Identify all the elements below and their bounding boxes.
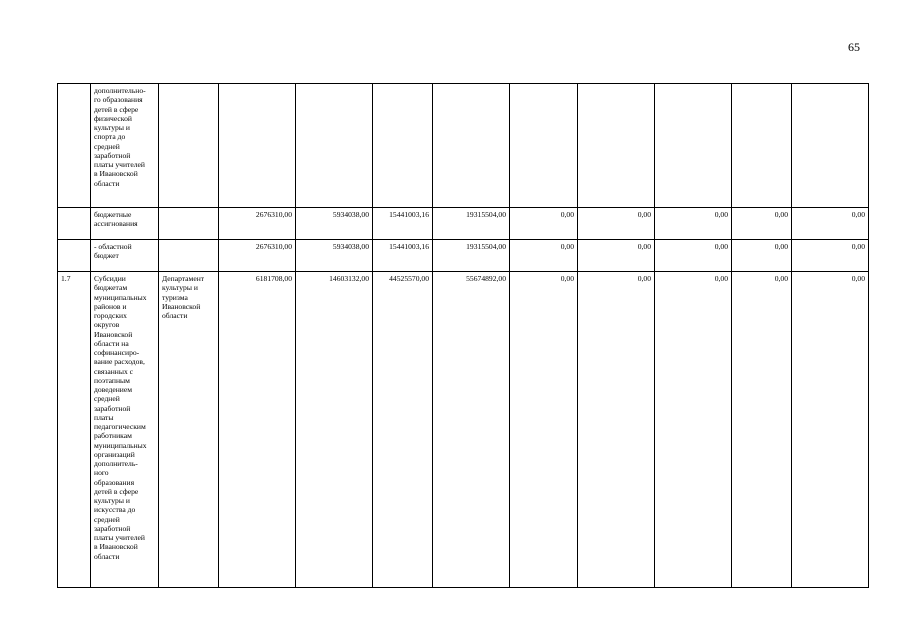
row-index-cell: 1.7 <box>58 272 91 588</box>
row-name-line: дополнитель- <box>94 459 138 468</box>
row-value-cell <box>219 84 296 208</box>
row-value-cell: 44525570,00 <box>373 272 433 588</box>
row-value-cell: 0,00 <box>510 272 578 588</box>
row-value-cell: 0,00 <box>655 272 732 588</box>
row-value-cell: 0,00 <box>655 240 732 272</box>
row-name-line: бюджетам <box>94 283 128 293</box>
budget-table <box>57 83 869 588</box>
row-name-line: городских <box>94 311 127 320</box>
row-name-line: области <box>94 551 120 561</box>
row-index-cell <box>58 208 91 240</box>
row-name-line: ного <box>94 468 109 478</box>
row-value-cell: 0,00 <box>510 208 578 240</box>
row-name-line: платы <box>94 412 114 422</box>
row-name-line: детей в сфере <box>94 104 139 114</box>
row-name-line: го образования <box>94 95 143 105</box>
row-value-cell <box>373 84 433 208</box>
row-value-cell: 15441003,16 <box>373 240 433 272</box>
table-row <box>58 272 869 588</box>
row-name-line: образования <box>94 477 135 487</box>
row-value-cell: 2676310,00 <box>219 240 296 272</box>
row-executor-line: Ивановской <box>162 301 201 311</box>
row-value-cell: 5934038,00 <box>296 240 373 272</box>
row-value-cell: 0,00 <box>792 240 869 272</box>
row-executor-line: Департамент <box>162 274 205 283</box>
row-value-cell: 0,00 <box>578 208 655 240</box>
row-name-line: организаций <box>94 449 135 459</box>
row-executor-cell <box>159 208 219 240</box>
row-value-cell: 0,00 <box>792 208 869 240</box>
row-name-line: детей в сфере <box>94 486 139 496</box>
row-name-line: заработной <box>94 523 131 533</box>
row-executor-line: туризма <box>162 292 188 302</box>
row-name-line: ассигнования <box>94 219 138 229</box>
row-name-line: бюджетные <box>94 210 132 219</box>
row-name-line: заработной <box>94 150 131 160</box>
row-name-line: вание расходов, <box>94 357 145 367</box>
row-name-line: муниципальных <box>94 292 147 302</box>
row-value-cell: 0,00 <box>732 240 792 272</box>
row-name-line: доведением <box>94 385 133 394</box>
row-value-cell: 0,00 <box>510 240 578 272</box>
row-value-cell: 5934038,00 <box>296 208 373 240</box>
row-name-line: педагогическим <box>94 422 146 431</box>
page-number: 65 <box>848 40 860 54</box>
row-value-cell: 0,00 <box>578 240 655 272</box>
row-name-line: дополнительно- <box>94 86 146 95</box>
row-name-line: районов и <box>94 301 127 311</box>
row-value-cell: 6181708,00 <box>219 272 296 588</box>
row-name-line: - областной <box>94 242 132 251</box>
row-executor-line: области <box>162 311 188 320</box>
row-value-cell: 0,00 <box>792 272 869 588</box>
table-row <box>58 208 869 240</box>
row-name-line: области на <box>94 338 129 348</box>
row-value-cell <box>792 84 869 208</box>
row-value-cell <box>655 84 732 208</box>
row-name-line: работникам <box>94 431 132 441</box>
row-value-cell: 55674892,00 <box>433 272 510 588</box>
row-value-cell <box>578 84 655 208</box>
row-index-cell <box>58 84 91 208</box>
row-name-cell <box>91 240 159 272</box>
row-name-line: поэтапным <box>94 375 130 385</box>
row-value-cell: 14603132,00 <box>296 272 373 588</box>
row-value-cell: 0,00 <box>732 208 792 240</box>
row-executor-cell <box>159 84 219 208</box>
row-value-cell: 19315504,00 <box>433 208 510 240</box>
row-value-cell: 0,00 <box>655 208 732 240</box>
row-value-cell <box>296 84 373 208</box>
row-name-line: платы учителей <box>94 160 145 169</box>
row-value-cell <box>732 84 792 208</box>
row-name-line: физической <box>94 113 132 123</box>
row-name-line: средней <box>94 514 120 524</box>
row-name-cell <box>91 208 159 240</box>
row-name-cell <box>91 84 159 208</box>
row-name-line: в Ивановской <box>94 542 138 552</box>
row-name-line: искусства до <box>94 505 136 515</box>
row-executor-line: культуры и <box>162 283 198 293</box>
row-name-line: платы учителей <box>94 533 145 542</box>
row-name-line: Субсидии <box>94 274 126 283</box>
table-row <box>58 84 869 208</box>
row-executor-cell <box>159 240 219 272</box>
row-value-cell: 19315504,00 <box>433 240 510 272</box>
row-name-line: заработной <box>94 403 131 413</box>
row-name-line: в Ивановской <box>94 169 138 179</box>
row-name-line: средней <box>94 141 120 151</box>
row-executor-cell <box>159 272 219 588</box>
row-name-line: связанных с <box>94 366 134 376</box>
row-value-cell: 0,00 <box>732 272 792 588</box>
row-name-line: Ивановской <box>94 329 133 339</box>
row-name-line: области <box>94 178 120 188</box>
row-name-line: культуры и <box>94 496 130 505</box>
row-value-cell: 2676310,00 <box>219 208 296 240</box>
row-value-cell: 15441003,16 <box>373 208 433 240</box>
row-name-line: культуры и <box>94 123 130 132</box>
table-row <box>58 240 869 272</box>
row-index-cell <box>58 240 91 272</box>
row-name-line: спорта до <box>94 132 126 142</box>
row-value-cell <box>433 84 510 208</box>
row-name-line: муниципальных <box>94 440 147 450</box>
row-value-cell: 0,00 <box>578 272 655 588</box>
row-name-line: бюджет <box>94 251 119 261</box>
row-name-line: средней <box>94 394 120 404</box>
row-name-line: софинансиро- <box>94 348 140 357</box>
row-name-line: округов <box>94 320 120 330</box>
row-value-cell <box>510 84 578 208</box>
row-name-cell <box>91 272 159 588</box>
